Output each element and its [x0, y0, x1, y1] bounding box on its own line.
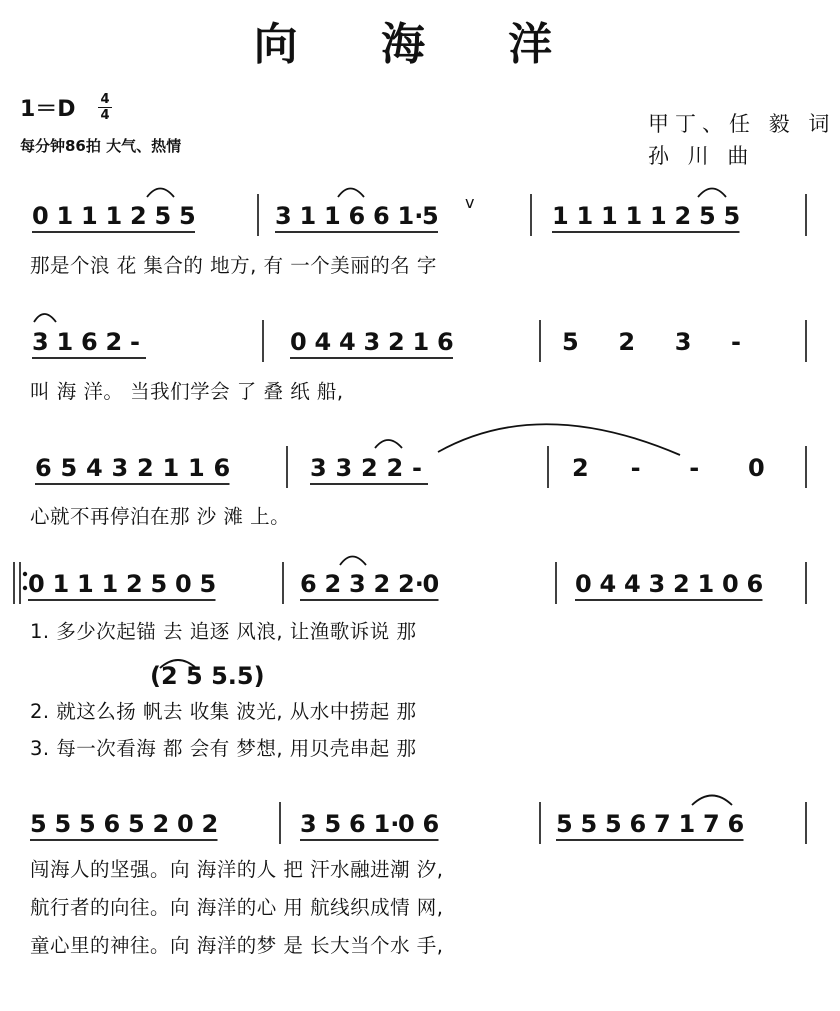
slur-mark	[338, 189, 364, 198]
note-digit: 5	[605, 810, 622, 838]
note-digit: 6	[348, 202, 366, 230]
note-digit: 1	[52, 570, 70, 598]
repeat-dot	[23, 572, 27, 576]
note-digit: 1	[650, 202, 667, 230]
note-digit: 6	[727, 810, 745, 838]
lyric-line: 叫 海 洋。 当我们学会 了 叠 纸 船,	[30, 380, 344, 403]
note-digit: 3	[648, 570, 666, 598]
lyricist-credit: 甲丁、任 毅 词	[648, 112, 836, 136]
note-digit: -	[630, 454, 641, 482]
note-digit: 0	[290, 328, 307, 356]
note-digit: 6	[629, 810, 647, 838]
note-digit: 2	[137, 454, 154, 482]
time-signature-top: 4	[100, 92, 110, 107]
note-digit: 2	[361, 454, 378, 482]
note-digit: -	[731, 328, 742, 356]
note-digit: 4	[339, 328, 356, 356]
note-digit: 6	[103, 810, 121, 838]
tempo-mark: 每分钟86拍 大气、热情	[20, 137, 182, 155]
note-digit: 5	[556, 810, 573, 838]
note-digit: 5	[179, 202, 196, 230]
note-digit: 5	[580, 810, 598, 838]
note-digit: 1	[601, 202, 618, 230]
note-digit: 1	[101, 570, 119, 598]
note-digit: 2	[324, 570, 342, 598]
note-digit: 4	[599, 570, 617, 598]
note-digit: 0	[28, 570, 45, 598]
note-digit: 3	[300, 810, 317, 838]
note-digit: 1	[105, 202, 123, 230]
note-digit: 6	[437, 328, 454, 356]
note-digit: 3	[349, 570, 366, 598]
lyric-line: 航行者的向往。向 海洋的心 用 航线织成情 网,	[30, 896, 444, 919]
note-digit: 2	[373, 570, 391, 598]
note-digit: 6	[422, 810, 440, 838]
note-digit: 2	[674, 202, 692, 230]
note-digit: 3	[275, 202, 292, 230]
note-digit: 5	[154, 202, 172, 230]
slur-mark	[34, 314, 56, 322]
note-digit: 6	[213, 454, 231, 482]
note-digit: 5	[128, 810, 145, 838]
note-digit: 6	[746, 570, 764, 598]
note-digit: 6	[373, 202, 390, 230]
note-digit: 2	[130, 202, 147, 230]
lyric-line: 1. 多少次起锚 去 追逐 风浪, 让渔歌诉说 那	[30, 620, 417, 643]
note-digit: 3	[111, 454, 129, 482]
note-digit: 3	[310, 454, 327, 482]
note-digit: 5	[150, 570, 168, 598]
note-digit: 1	[552, 202, 569, 230]
note-digit: 5	[324, 810, 342, 838]
note-digit: 2	[618, 328, 636, 356]
note-digit: 0	[177, 810, 194, 838]
note-digit: 1	[412, 328, 430, 356]
note-digit: -	[130, 328, 140, 356]
note-digit: 1	[162, 454, 180, 482]
note-digit: 3	[335, 454, 353, 482]
note-digit: 1	[697, 570, 715, 598]
note-digit: 1	[576, 202, 594, 230]
note-digit: 2·	[398, 570, 424, 598]
lyric-line: 心就不再停泊在那 沙 滩 上。	[30, 505, 291, 528]
note-digit: 1	[188, 454, 205, 482]
note-digit: 1·	[397, 202, 424, 230]
note-digit: 2	[386, 454, 404, 482]
lyric-line: 2. 就这么扬 帆去 收集 波光, 从水中捞起 那	[30, 700, 417, 723]
slur-mark	[147, 189, 174, 198]
note-digit: 5	[79, 810, 96, 838]
note-digit: 1	[678, 810, 696, 838]
note-digit: 2	[201, 810, 219, 838]
note-digit: 0	[175, 570, 192, 598]
note-digit: 6	[300, 570, 317, 598]
note-digit: 5	[422, 202, 439, 230]
note-digit: -	[689, 454, 700, 482]
key-signature: 1＝D	[20, 97, 76, 122]
breath-mark: v	[465, 193, 475, 212]
slur-mark	[692, 796, 732, 806]
note-digit: 5	[30, 810, 47, 838]
note-digit: 5	[54, 810, 72, 838]
note-digit: 1	[625, 202, 643, 230]
note-digit: 1	[299, 202, 317, 230]
note-digit: 0	[398, 810, 415, 838]
note-digit: 4	[86, 454, 103, 482]
note-digit: 2	[673, 570, 690, 598]
slur-mark	[698, 189, 726, 198]
lyrics-layer	[30, 254, 444, 957]
note-digit: 0	[747, 454, 765, 482]
note-digit: 5	[562, 328, 579, 356]
note-digit: 2	[152, 810, 170, 838]
slur-mark	[375, 440, 402, 448]
note-digit: 1	[56, 202, 74, 230]
note-digit: 0	[422, 570, 440, 598]
note-digit: 6	[349, 810, 366, 838]
variant-notes: (2 5 5.5)	[150, 662, 265, 690]
note-digit: 0	[575, 570, 592, 598]
page-title: 向 海 洋	[253, 19, 587, 70]
note-digit: -	[412, 454, 422, 482]
note-digit: 1	[81, 202, 98, 230]
note-digit: 7	[703, 810, 720, 838]
note-digit: 1	[56, 328, 74, 356]
note-digit: 6	[81, 328, 98, 356]
note-digit: 3	[674, 328, 692, 356]
note-digit: 3	[32, 328, 49, 356]
note-digit: 7	[654, 810, 671, 838]
note-digit: 1·	[373, 810, 400, 838]
note-digit: 0	[722, 570, 739, 598]
note-digit: 1	[77, 570, 94, 598]
time-signature-bottom: 4	[100, 108, 110, 123]
slur-mark	[438, 424, 680, 455]
note-digit: 4	[624, 570, 641, 598]
note-digit: 6	[35, 454, 52, 482]
repeat-dot	[23, 586, 27, 590]
note-digit: 2	[388, 328, 405, 356]
lyric-line: 童心里的神往。向 海洋的梦 是 长大当个水 手,	[30, 934, 444, 957]
lyric-line: 那是个浪 花 集合的 地方, 有 一个美丽的名 字	[30, 254, 437, 277]
note-digit: 0	[32, 202, 49, 230]
composer-credit: 孙 川 曲	[648, 144, 755, 168]
note-digit: 5	[723, 202, 741, 230]
lyric-line: 闯海人的坚强。向 海洋的人 把 汗水融进潮 汐,	[30, 858, 444, 881]
slur-mark	[340, 557, 366, 566]
lyric-line: 3. 每一次看海 都 会有 梦想, 用贝壳串起 那	[30, 737, 417, 760]
note-digit: 3	[363, 328, 381, 356]
note-digit: 2	[105, 328, 123, 356]
note-digit: 1	[324, 202, 341, 230]
note-digit: 5	[60, 454, 78, 482]
note-digit: 2	[572, 454, 589, 482]
note-digit: 5	[199, 570, 217, 598]
note-digit: 2	[126, 570, 143, 598]
note-digit: 5	[699, 202, 716, 230]
note-digit: 4	[314, 328, 332, 356]
